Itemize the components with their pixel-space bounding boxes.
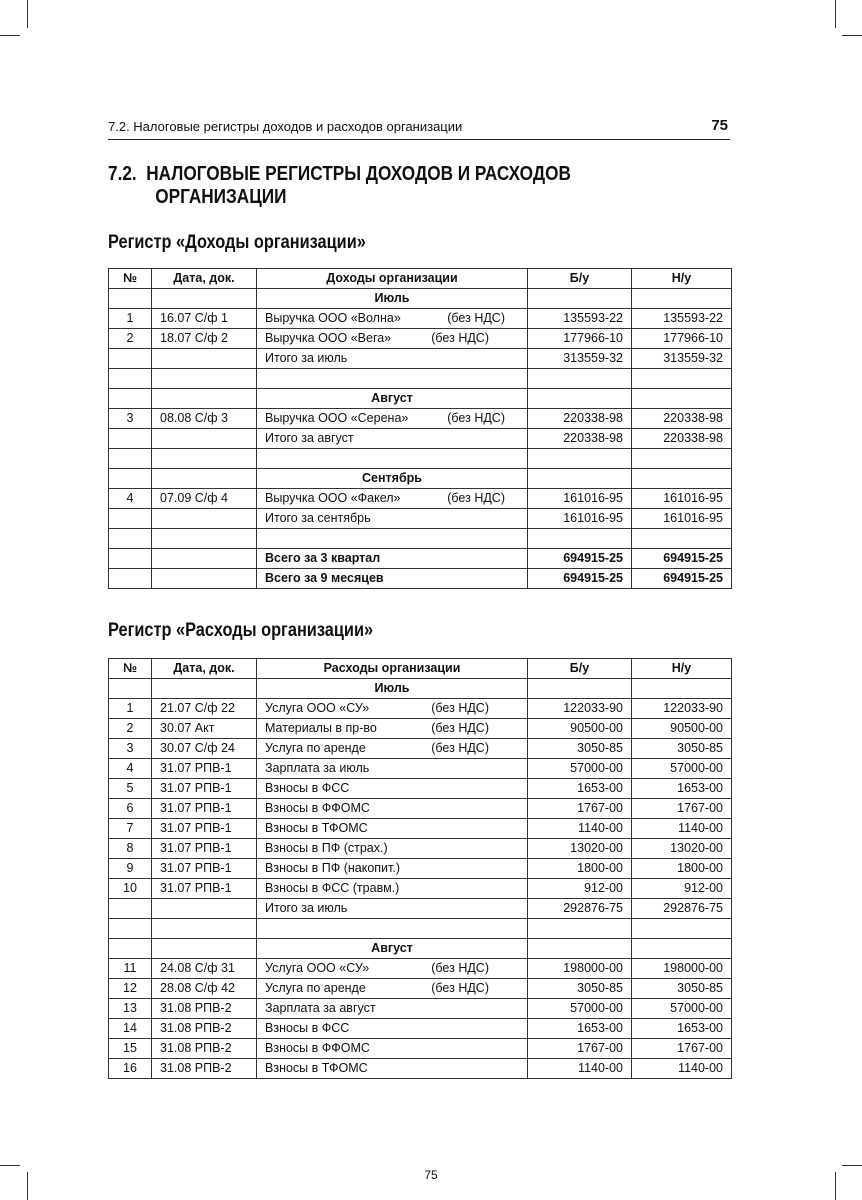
cell-desc: Итого за июль xyxy=(257,899,528,919)
table-row xyxy=(109,879,732,899)
table-row xyxy=(109,529,732,549)
cell-desc: Взносы в ФСС (травм.) xyxy=(257,879,528,899)
cell-n xyxy=(109,369,152,389)
cell-date: 30.07 Акт xyxy=(152,719,257,739)
cell-bu: 292876-75 xyxy=(528,899,632,919)
month-section-label: Июль xyxy=(257,679,528,699)
cell-desc: Итого за август xyxy=(257,429,528,449)
cell-n: 13 xyxy=(109,999,152,1019)
cell-bu: 135593-22 xyxy=(528,309,632,329)
cell-bu: 694915-25 xyxy=(528,569,632,589)
cell-n: 4 xyxy=(109,759,152,779)
cell-n: 6 xyxy=(109,799,152,819)
cell-nu: 220338-98 xyxy=(632,429,732,449)
table-row xyxy=(109,739,732,759)
table-row xyxy=(109,1059,732,1079)
cell-desc: Зарплата за август xyxy=(257,999,528,1019)
cell-bu: 912-00 xyxy=(528,879,632,899)
cell-desc: Итого за июль xyxy=(257,349,528,369)
cell-nu xyxy=(632,529,732,549)
crop-mark xyxy=(27,0,28,28)
cell-nu: 3050-85 xyxy=(632,739,732,759)
vat-note: (без НДС) xyxy=(447,411,505,425)
cell-n: 15 xyxy=(109,1039,152,1059)
cell-date xyxy=(152,429,257,449)
cell-n: 10 xyxy=(109,879,152,899)
cell-bu: 1800-00 xyxy=(528,859,632,879)
table-row xyxy=(109,509,732,529)
cell-nu: 912-00 xyxy=(632,879,732,899)
table-row xyxy=(109,679,732,699)
vat-note: (без НДС) xyxy=(431,981,489,995)
cell-n: 8 xyxy=(109,839,152,859)
cell-desc: Итого за сентябрь xyxy=(257,509,528,529)
cell-n: 12 xyxy=(109,979,152,999)
cell-desc: Взносы в ФСС xyxy=(257,1019,528,1039)
table-row xyxy=(109,699,732,719)
description: Услуга по аренде xyxy=(265,741,366,755)
cell-bu: 1767-00 xyxy=(528,799,632,819)
cell-bu: 1140-00 xyxy=(528,1059,632,1079)
cell-desc xyxy=(257,309,528,329)
cell-bu xyxy=(528,469,632,489)
cell-n: 7 xyxy=(109,819,152,839)
crop-mark xyxy=(0,1165,20,1166)
vat-note: (без НДС) xyxy=(447,491,505,505)
crop-mark xyxy=(842,35,862,36)
cell-date xyxy=(152,919,257,939)
table-row xyxy=(109,569,732,589)
cell-desc: Всего за 3 квартал xyxy=(257,549,528,569)
cell-bu: 220338-98 xyxy=(528,429,632,449)
cell-desc xyxy=(257,409,528,429)
column-header: Дата, док. xyxy=(152,269,257,289)
cell-n: 1 xyxy=(109,699,152,719)
cell-n xyxy=(109,469,152,489)
cell-nu: 161016-95 xyxy=(632,509,732,529)
cell-nu: 161016-95 xyxy=(632,489,732,509)
cell-desc xyxy=(257,329,528,349)
cell-desc xyxy=(257,959,528,979)
cell-bu: 3050-85 xyxy=(528,739,632,759)
cell-n: 2 xyxy=(109,329,152,349)
cell-desc xyxy=(257,699,528,719)
table-header-row xyxy=(109,269,732,289)
cell-desc xyxy=(257,919,528,939)
cell-n xyxy=(109,449,152,469)
table-row xyxy=(109,469,732,489)
cell-bu: 122033-90 xyxy=(528,699,632,719)
cell-bu: 313559-32 xyxy=(528,349,632,369)
month-section-label: Август xyxy=(257,939,528,959)
description: Выручка ООО «Серена» xyxy=(265,411,409,425)
vat-note: (без НДС) xyxy=(431,741,489,755)
income-register-heading: Регистр «Доходы организации» xyxy=(108,232,366,253)
column-header: Расходы организации xyxy=(257,659,528,679)
cell-date: 24.08 С/ф 31 xyxy=(152,959,257,979)
table-row xyxy=(109,1039,732,1059)
description: Выручка ООО «Волна» xyxy=(265,311,401,325)
cell-nu: 90500-00 xyxy=(632,719,732,739)
cell-n xyxy=(109,509,152,529)
cell-bu xyxy=(528,679,632,699)
cell-bu: 90500-00 xyxy=(528,719,632,739)
cell-bu xyxy=(528,919,632,939)
cell-n xyxy=(109,919,152,939)
cell-nu xyxy=(632,369,732,389)
cell-n: 2 xyxy=(109,719,152,739)
cell-bu: 1767-00 xyxy=(528,1039,632,1059)
table-row xyxy=(109,449,732,469)
cell-n: 5 xyxy=(109,779,152,799)
cell-nu: 1653-00 xyxy=(632,779,732,799)
description: Услуга по аренде xyxy=(265,981,366,995)
cell-bu: 13020-00 xyxy=(528,839,632,859)
column-header: Дата, док. xyxy=(152,659,257,679)
table-row xyxy=(109,429,732,449)
running-title: 7.2. Налоговые регистры доходов и расходов организации xyxy=(108,119,463,134)
table-row xyxy=(109,859,732,879)
vat-note: (без НДС) xyxy=(447,311,505,325)
cell-bu: 220338-98 xyxy=(528,409,632,429)
cell-nu xyxy=(632,449,732,469)
cell-nu: 198000-00 xyxy=(632,959,732,979)
column-header: Н/у xyxy=(632,659,732,679)
cell-nu: 292876-75 xyxy=(632,899,732,919)
cell-n: 4 xyxy=(109,489,152,509)
cell-bu xyxy=(528,389,632,409)
section-title xyxy=(108,163,571,209)
cell-bu: 57000-00 xyxy=(528,759,632,779)
cell-date xyxy=(152,449,257,469)
table-row xyxy=(109,799,732,819)
table-row xyxy=(109,759,732,779)
cell-desc xyxy=(257,449,528,469)
income-register-table xyxy=(108,268,732,589)
cell-bu: 177966-10 xyxy=(528,329,632,349)
cell-date: 31.08 РПВ-2 xyxy=(152,1019,257,1039)
column-header: Б/у xyxy=(528,269,632,289)
cell-bu xyxy=(528,369,632,389)
table-row xyxy=(109,779,732,799)
cell-date: 31.08 РПВ-2 xyxy=(152,1059,257,1079)
cell-n xyxy=(109,349,152,369)
table-row xyxy=(109,899,732,919)
cell-desc: Взносы в ТФОМС xyxy=(257,819,528,839)
cell-date xyxy=(152,549,257,569)
cell-n xyxy=(109,289,152,309)
table-row xyxy=(109,309,732,329)
table-row xyxy=(109,839,732,859)
table-row xyxy=(109,409,732,429)
cell-bu: 694915-25 xyxy=(528,549,632,569)
column-header: № xyxy=(109,269,152,289)
cell-n: 11 xyxy=(109,959,152,979)
cell-bu: 1653-00 xyxy=(528,779,632,799)
cell-n: 3 xyxy=(109,409,152,429)
cell-nu xyxy=(632,389,732,409)
cell-bu: 161016-95 xyxy=(528,489,632,509)
cell-date: 31.07 РПВ-1 xyxy=(152,879,257,899)
cell-n xyxy=(109,549,152,569)
cell-bu xyxy=(528,939,632,959)
month-section-label: Август xyxy=(257,389,528,409)
cell-desc: Взносы в ФСС xyxy=(257,779,528,799)
cell-nu xyxy=(632,919,732,939)
cell-n: 16 xyxy=(109,1059,152,1079)
cell-date: 30.07 С/ф 24 xyxy=(152,739,257,759)
cell-nu xyxy=(632,679,732,699)
table-row xyxy=(109,979,732,999)
cell-date xyxy=(152,289,257,309)
cell-bu xyxy=(528,529,632,549)
crop-mark xyxy=(842,1165,862,1166)
cell-desc xyxy=(257,369,528,389)
cell-nu: 1653-00 xyxy=(632,1019,732,1039)
cell-date xyxy=(152,939,257,959)
title-line-1: 7.2. НАЛОГОВЫЕ РЕГИСТРЫ ДОХОДОВ И РАСХОДОВ xyxy=(108,163,571,185)
cell-desc: Зарплата за июль xyxy=(257,759,528,779)
cell-nu: 13020-00 xyxy=(632,839,732,859)
cell-nu: 313559-32 xyxy=(632,349,732,369)
cell-date: 31.08 РПВ-2 xyxy=(152,1039,257,1059)
cell-n xyxy=(109,529,152,549)
table-row xyxy=(109,999,732,1019)
table-row xyxy=(109,329,732,349)
cell-date: 31.07 РПВ-1 xyxy=(152,859,257,879)
cell-date: 31.07 РПВ-1 xyxy=(152,839,257,859)
title-line-2: ОРГАНИЗАЦИИ xyxy=(155,186,287,208)
cell-date xyxy=(152,529,257,549)
vat-note: (без НДС) xyxy=(431,961,489,975)
month-section-label: Июль xyxy=(257,289,528,309)
cell-nu: 220338-98 xyxy=(632,409,732,429)
cell-nu: 122033-90 xyxy=(632,699,732,719)
cell-date xyxy=(152,389,257,409)
cell-bu: 57000-00 xyxy=(528,999,632,1019)
table-row xyxy=(109,289,732,309)
cell-n xyxy=(109,389,152,409)
cell-desc: Взносы в ФФОМС xyxy=(257,1039,528,1059)
cell-bu: 1140-00 xyxy=(528,819,632,839)
cell-date: 31.07 РПВ-1 xyxy=(152,819,257,839)
cell-desc: Всего за 9 месяцев xyxy=(257,569,528,589)
cell-date: 31.07 РПВ-1 xyxy=(152,779,257,799)
cell-n: 3 xyxy=(109,739,152,759)
cell-nu: 135593-22 xyxy=(632,309,732,329)
cell-desc xyxy=(257,529,528,549)
table-row xyxy=(109,819,732,839)
cell-nu: 57000-00 xyxy=(632,759,732,779)
cell-nu: 694915-25 xyxy=(632,549,732,569)
cell-date xyxy=(152,899,257,919)
month-section-label: Сентябрь xyxy=(257,469,528,489)
cell-nu: 3050-85 xyxy=(632,979,732,999)
cell-nu: 1767-00 xyxy=(632,799,732,819)
expenses-register-heading: Регистр «Расходы организации» xyxy=(108,620,374,641)
cell-date: 28.08 С/ф 42 xyxy=(152,979,257,999)
cell-n xyxy=(109,899,152,919)
description: Услуга ООО «СУ» xyxy=(265,701,370,715)
cell-nu xyxy=(632,939,732,959)
cell-n xyxy=(109,939,152,959)
description: Выручка ООО «Факел» xyxy=(265,491,401,505)
column-header: Доходы организации xyxy=(257,269,528,289)
cell-date xyxy=(152,349,257,369)
header-page-number: 75 xyxy=(711,117,728,134)
cell-nu: 1767-00 xyxy=(632,1039,732,1059)
table-row xyxy=(109,389,732,409)
cell-date: 07.09 С/ф 4 xyxy=(152,489,257,509)
cell-date xyxy=(152,569,257,589)
cell-n: 1 xyxy=(109,309,152,329)
table-row xyxy=(109,719,732,739)
cell-desc: Взносы в ПФ (страх.) xyxy=(257,839,528,859)
cell-date: 16.07 С/ф 1 xyxy=(152,309,257,329)
cell-desc xyxy=(257,739,528,759)
cell-n xyxy=(109,429,152,449)
expenses-register-table xyxy=(108,658,732,1079)
cell-desc xyxy=(257,979,528,999)
cell-desc xyxy=(257,719,528,739)
table-row xyxy=(109,939,732,959)
vat-note: (без НДС) xyxy=(431,721,489,735)
column-header: Н/у xyxy=(632,269,732,289)
cell-n: 14 xyxy=(109,1019,152,1039)
column-header: Б/у xyxy=(528,659,632,679)
cell-bu: 161016-95 xyxy=(528,509,632,529)
description: Выручка ООО «Вега» xyxy=(265,331,392,345)
cell-date xyxy=(152,469,257,489)
cell-desc: Взносы в ПФ (накопит.) xyxy=(257,859,528,879)
table-row xyxy=(109,1019,732,1039)
cell-date xyxy=(152,369,257,389)
cell-date: 31.07 РПВ-1 xyxy=(152,799,257,819)
table-row xyxy=(109,549,732,569)
description: Услуга ООО «СУ» xyxy=(265,961,370,975)
cell-desc: Взносы в ФФОМС xyxy=(257,799,528,819)
cell-nu: 1140-00 xyxy=(632,819,732,839)
cell-date xyxy=(152,679,257,699)
cell-date: 31.08 РПВ-2 xyxy=(152,999,257,1019)
cell-nu: 1140-00 xyxy=(632,1059,732,1079)
cell-bu xyxy=(528,449,632,469)
cell-nu xyxy=(632,289,732,309)
column-header: № xyxy=(109,659,152,679)
crop-mark xyxy=(835,0,836,28)
cell-nu: 177966-10 xyxy=(632,329,732,349)
cell-date xyxy=(152,509,257,529)
cell-nu: 57000-00 xyxy=(632,999,732,1019)
description: Материалы в пр-во xyxy=(265,721,377,735)
cell-nu: 694915-25 xyxy=(632,569,732,589)
header-rule xyxy=(108,139,730,140)
cell-desc xyxy=(257,489,528,509)
table-row xyxy=(109,369,732,389)
cell-date: 21.07 С/ф 22 xyxy=(152,699,257,719)
cell-n xyxy=(109,679,152,699)
vat-note: (без НДС) xyxy=(431,331,489,345)
table-row xyxy=(109,489,732,509)
cell-bu xyxy=(528,289,632,309)
cell-desc: Взносы в ТФОМС xyxy=(257,1059,528,1079)
vat-note: (без НДС) xyxy=(431,701,489,715)
table-row xyxy=(109,919,732,939)
cell-nu xyxy=(632,469,732,489)
table-row xyxy=(109,349,732,369)
running-header xyxy=(108,119,730,134)
cell-n: 9 xyxy=(109,859,152,879)
crop-mark xyxy=(0,35,20,36)
cell-bu: 3050-85 xyxy=(528,979,632,999)
cell-date: 31.07 РПВ-1 xyxy=(152,759,257,779)
cell-n xyxy=(109,569,152,589)
footer-page-number: 75 xyxy=(424,1168,438,1182)
table-header-row xyxy=(109,659,732,679)
cell-bu: 1653-00 xyxy=(528,1019,632,1039)
cell-nu: 1800-00 xyxy=(632,859,732,879)
cell-bu: 198000-00 xyxy=(528,959,632,979)
cell-date: 08.08 С/ф 3 xyxy=(152,409,257,429)
table-row xyxy=(109,959,732,979)
cell-date: 18.07 С/ф 2 xyxy=(152,329,257,349)
